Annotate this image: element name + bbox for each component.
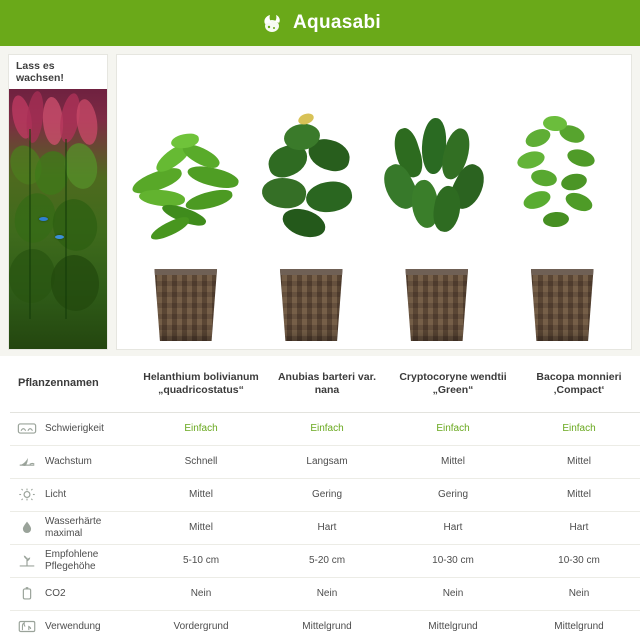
row-label-cell [10,412,138,445]
plant-comparison-table [10,356,640,640]
row-label-cell [10,544,138,577]
table-head [10,356,640,412]
cell-value: Einfach [436,423,470,434]
cell-value: Mittelgrund [554,621,604,633]
plant-anubias [252,61,370,341]
water-hardness-icon [16,518,38,538]
hero-section [0,46,640,356]
row-label: Verwendung [45,621,101,632]
site-header [0,0,640,46]
cell-value: Hart [569,522,589,533]
growth-icon [16,452,38,472]
row-label-cell [10,478,138,511]
brand[interactable] [259,12,381,34]
table-row [10,610,640,640]
row-label: Licht [45,488,67,500]
aquarium-scape-photo [9,89,107,349]
cell-value: Einfach [184,423,218,434]
cell-value: Schnell [184,456,218,467]
cell-value: Mittelgrund [302,621,352,633]
cell-value: Einfach [562,423,596,434]
cell-value: Langsam [306,456,348,467]
cell-value: Mittel [441,456,465,467]
promo-card[interactable] [8,54,108,350]
cell-value: 5-10 cm [182,555,220,566]
table-row [10,412,640,445]
plant-pot [403,269,471,341]
row-label-cell [10,577,138,610]
cell-value: Hart [317,522,337,533]
four-potted-aquarium-plants-photo [116,54,632,350]
plant-helanthium [127,61,245,341]
cell-value: Mittelgrund [428,621,478,633]
table-row [10,511,640,544]
table-row [10,544,640,577]
cell-value: Nein [316,588,338,599]
plant-foliage [378,94,496,269]
row-label: Empfohlene Pflegehöhe [45,549,99,572]
plant-comparison-table-wrap [0,356,640,640]
plant-pot [528,269,596,341]
plant-pot [152,269,220,341]
cell-value: Gering [311,489,342,500]
plant-foliage [503,94,621,269]
plant-cryptocoryne [378,61,496,341]
cell-value: Mittel [189,522,213,533]
row-label-cell [10,610,138,640]
plant-bacopa [503,61,621,341]
cell-value: Mittel [189,489,213,500]
table-row [10,478,640,511]
cell-value: 10-30 cm [432,555,474,566]
cell-value: Einfach [310,423,344,434]
table-row [10,577,640,610]
row-label: Schwierigkeit [45,422,104,434]
row-label-cell [10,445,138,478]
cell-value: Nein [568,588,590,599]
difficulty-icon [16,419,38,439]
row-label-cell [10,511,138,544]
plant-foliage [127,94,245,269]
aquarium-plant-logo-icon [259,12,285,34]
column-header-plant-3: Cryptocoryne wendtii „Green“ [390,356,516,412]
cell-value: Vordergrund [173,621,229,633]
column-header-plant-2: Anubias barteri var. nana [264,356,390,412]
table-row [10,445,640,478]
usage-icon [16,617,38,637]
cell-value: Mittel [567,456,591,467]
plant-pot [277,269,345,341]
column-header-plant-4: Bacopa monnieri ‚Compact‘ [516,356,640,412]
cell-value: 10-30 cm [558,555,600,566]
cell-value: Nein [190,588,212,599]
cell-value: Nein [442,588,464,599]
row-label: CO2 [45,587,66,599]
cell-value: 5-20 cm [308,555,346,566]
promo-title: Lass es wachsen! [9,55,107,89]
cell-value: Hart [443,522,463,533]
brand-name: Aquasabi [293,12,381,33]
light-icon [16,485,38,505]
table-body [10,412,640,640]
row-label: Wasserhärte maximal [45,516,102,539]
table-header-row [10,356,640,412]
co2-icon [16,584,38,604]
cell-value: Mittel [567,489,591,500]
column-header-plant-1: Helanthium bolivianum „quadricostatus“ [138,356,264,412]
row-label: Wachstum [45,455,92,467]
plant-height-icon [16,551,38,571]
cell-value: Gering [437,489,468,500]
column-header-names: Pflanzennamen [10,356,138,412]
plant-foliage [252,94,370,269]
